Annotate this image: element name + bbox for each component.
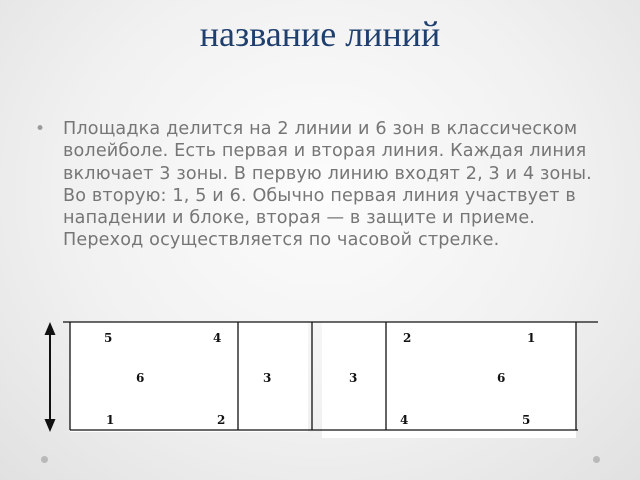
- decorative-dot-right: [593, 456, 600, 463]
- zone-number: 1: [527, 331, 536, 345]
- bullet-marker: •: [35, 119, 46, 139]
- zone-number: 4: [400, 413, 409, 427]
- zone-number: 6: [497, 371, 506, 385]
- double-arrow-icon: [45, 322, 56, 432]
- zone-number: 3: [263, 371, 272, 385]
- court-panel-right: [322, 322, 576, 438]
- zone-number: 6: [136, 371, 145, 385]
- zone-number: 2: [217, 413, 226, 427]
- zone-number: 2: [403, 331, 412, 345]
- bullet-text: Площадка делится на 2 линии и 6 зон в классическом волейболе. Есть первая и вторая линия. Каждая линия включает 3 зоны. В первую линию входят 2, 3 и 4 зоны. Во вторую: 1, 5 и 6. Обычно первая линия участвует в нападении и блоке, вторая — в защите и приеме. Переход осуществляется по часовой стрелке.: [63, 119, 592, 251]
- zone-number: 5: [522, 413, 531, 427]
- zone-number: 5: [104, 331, 113, 345]
- slide-title: название линий: [199, 14, 441, 54]
- zone-number: 3: [349, 371, 358, 385]
- decorative-dot-left: [41, 456, 48, 463]
- zone-number: 1: [106, 413, 115, 427]
- zone-number: 4: [213, 331, 222, 345]
